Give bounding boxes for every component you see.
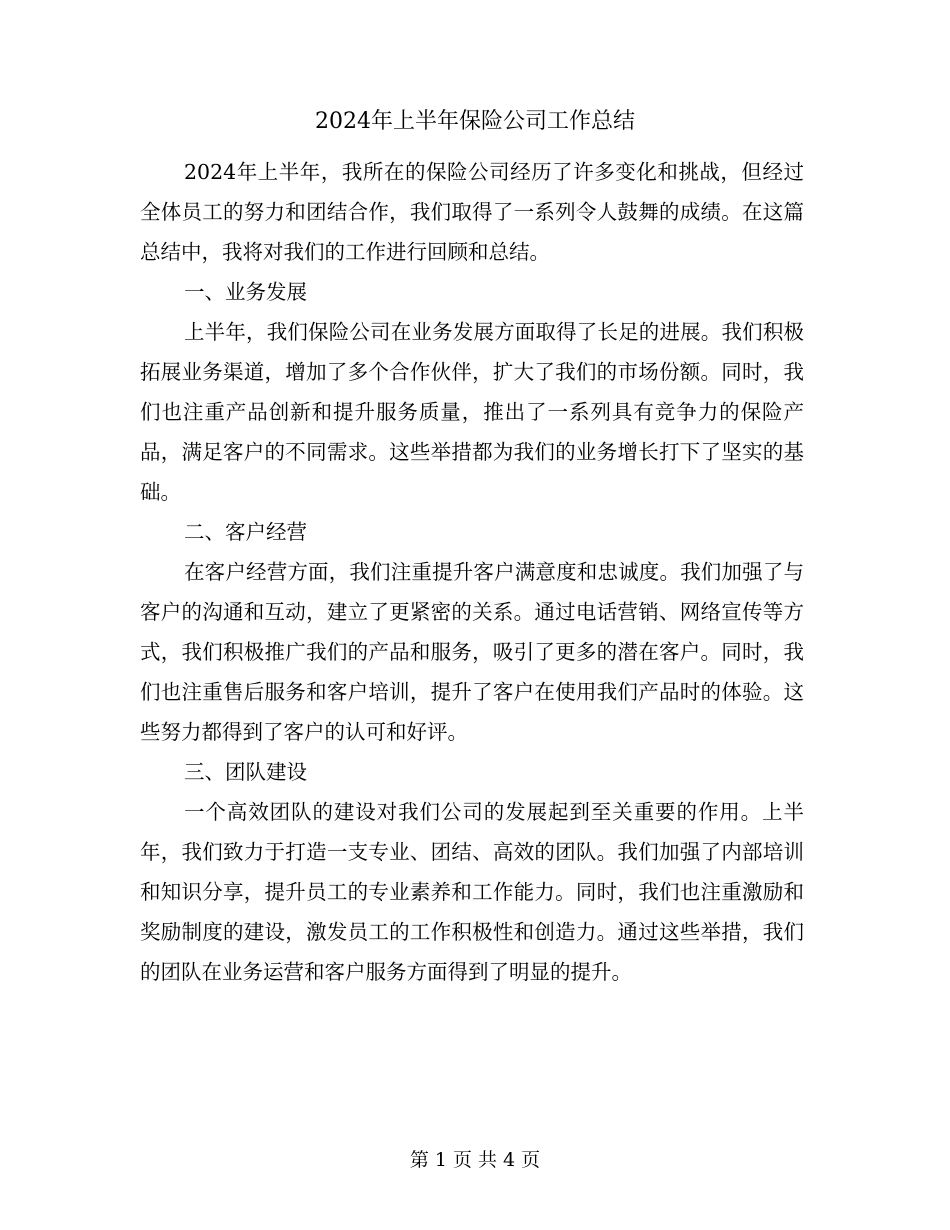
document-title: 2024年上半年保险公司工作总结 — [315, 109, 635, 134]
section-heading-customer: 二、客户经营 — [184, 520, 307, 544]
intro-paragraph: 2024年上半年，我所在的保险公司经历了许多变化和挑战，但经过全体员工的努力和团结合作，我们取得了一系列令人鼓舞的成绩。在这篇总结中，我将对我们的工作进行回顾和总结。 — [140, 160, 804, 264]
section-paragraph-customer: 在客户经营方面，我们注重提升客户满意度和忠诚度。我们加强了与客户的沟通和互动，建立了更紧密的关系。通过电话营销、网络宣传等方式，我们积极推广我们的产品和服务，吸引了更多的潜在客户。同时，我们也注重售后服务和客户培训，提升了客户在使用我们产品时的体验。这些努力都得到了客户的认可和好评。 — [140, 560, 804, 744]
section-heading-team: 三、团队建设 — [184, 760, 307, 784]
section-heading-business: 一、业务发展 — [184, 280, 307, 304]
page-footer: 第 1 页 共 4 页 — [409, 1149, 541, 1171]
section-paragraph-team: 一个高效团队的建设对我们公司的发展起到至关重要的作用。上半年，我们致力于打造一支专业、团结、高效的团队。我们加强了内部培训和知识分享，提升员工的专业素养和工作能力。同时，我们也注重激励和奖励制度的建设，激发员工的工作积极性和创造力。通过这些举措，我们的团队在业务运营和客户服务方面得到了明显的提升。 — [140, 800, 804, 984]
section-paragraph-business: 上半年，我们保险公司在业务发展方面取得了长足的进展。我们积极拓展业务渠道，增加了多个合作伙伴，扩大了我们的市场份额。同时，我们也注重产品创新和提升服务质量，推出了一系列具有竞争力的保险产品，满足客户的不同需求。这些举措都为我们的业务增长打下了坚实的基础。 — [140, 320, 804, 504]
document-body — [140, 152, 804, 992]
